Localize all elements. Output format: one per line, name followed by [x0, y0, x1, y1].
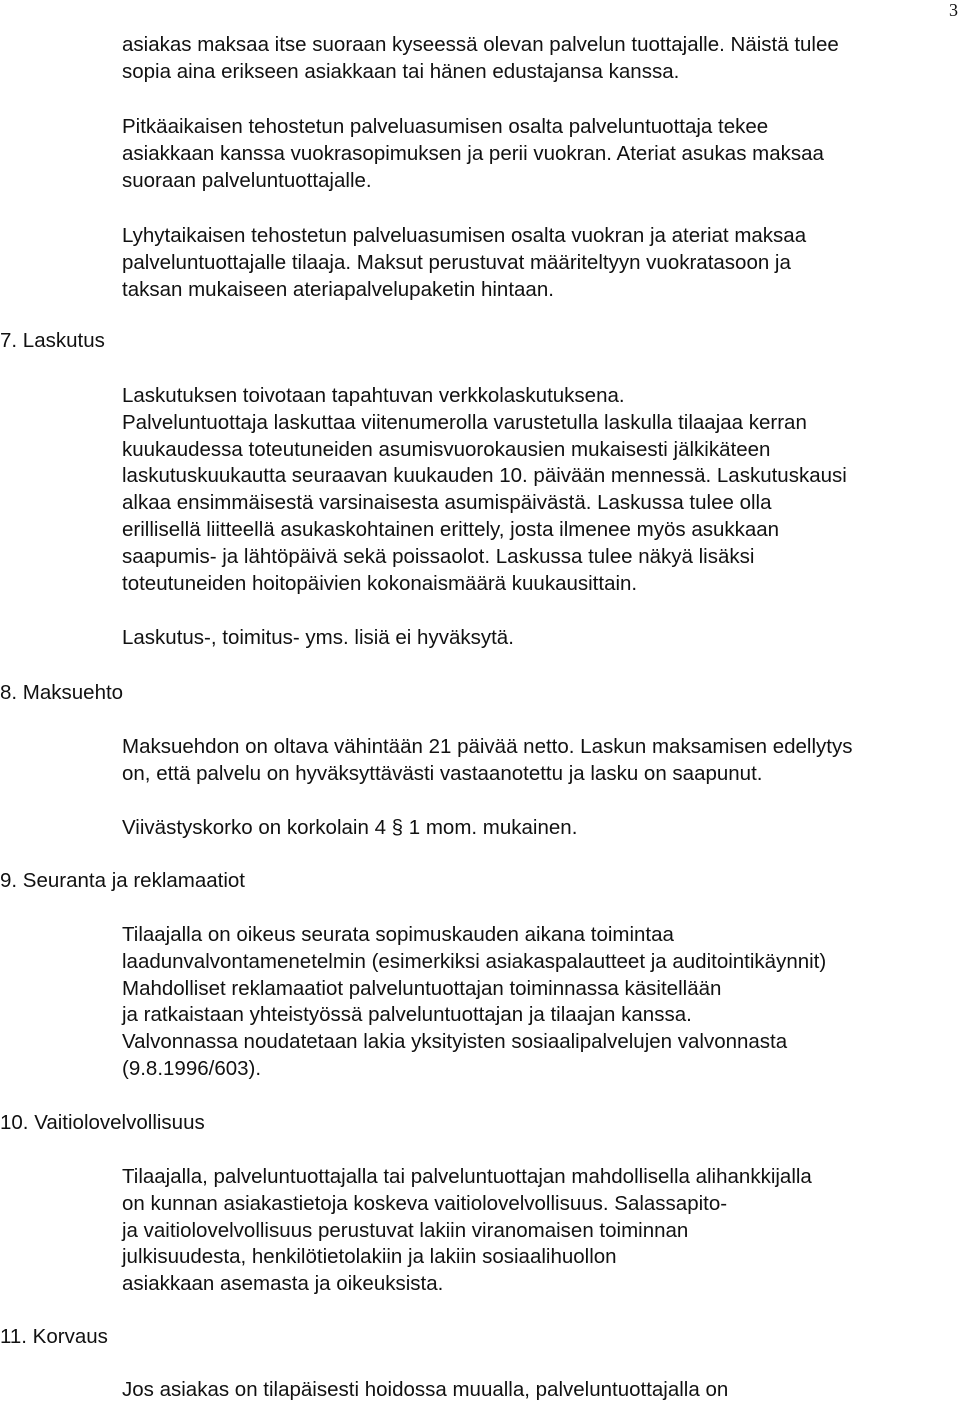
text-line: erillisellä liitteellä asukaskohtainen erittely, josta ilmenee myös asukkaan — [122, 517, 780, 541]
text-line: palveluntuottajalle tilaaja. Maksut perustuvat määriteltyyn vuokratasoon ja — [122, 250, 791, 274]
paragraph-laskutus-2 — [122, 625, 514, 652]
text-line: asiakkaan asemasta ja oikeuksista. — [122, 1272, 444, 1296]
paragraph-vaitiolovelvollisuus-1 — [122, 1164, 812, 1298]
text-line: suoraan palveluntuottajalle. — [122, 168, 372, 192]
text-line: Palveluntuottaja laskuttaa viitenumerolla varustetulla laskulla tilaajaa kerran — [122, 410, 807, 434]
paragraph-intro-3 — [122, 223, 806, 303]
section-heading-korvaus: 11. Korvaus — [0, 1325, 108, 1348]
text-line: (9.8.1996/603). — [122, 1056, 262, 1080]
paragraph-seuranta-1 — [122, 922, 826, 1083]
text-line: asiakas maksaa itse suoraan kyseessä olevan palvelun tuottajalle. Näistä tulee — [122, 33, 839, 56]
text-line: on kunnan asiakastietoja koskeva vaitiolovelvollisuus. Salassapito- — [122, 1191, 728, 1215]
text-line: on, että palvelu on hyväksyttävästi vastaanotettu ja lasku on saapunut. — [122, 761, 763, 785]
paragraph-korvaus-1 — [122, 1377, 728, 1404]
text-line: Tilaajalla on oikeus seurata sopimuskauden aikana toimintaa — [122, 923, 674, 946]
text-line: Lyhytaikaisen tehostetun palveluasumisen osalta vuokran ja ateriat maksaa — [122, 224, 807, 247]
text-line: laadunvalvontamenetelmin (esimerkiksi asiakaspalautteet ja auditointikäynnit) — [122, 949, 827, 973]
paragraph-intro-2 — [122, 114, 824, 194]
text-line: Tilaajalla, palveluntuottajalla tai palveluntuottajan mahdollisella alihankkijalla — [122, 1165, 812, 1188]
text-line: asiakkaan kanssa vuokrasopimuksen ja perii vuokran. Ateriat asukas maksaa — [122, 141, 824, 165]
paragraph-maksuehto-2 — [122, 815, 577, 842]
section-heading-seuranta: 9. Seuranta ja reklamaatiot — [0, 869, 245, 892]
section-heading-vaitiolovelvollisuus: 10. Vaitiolovelvollisuus — [0, 1111, 205, 1134]
text-line: ja ratkaistaan yhteistyössä palveluntuottajan ja tilaajan kanssa. — [122, 1003, 692, 1027]
text-line: sopia aina erikseen asiakkaan tai hänen edustajansa kanssa. — [122, 59, 680, 83]
text-line: Maksuehdon on oltava vähintään 21 päivää netto. Laskun maksamisen edellytys — [122, 735, 853, 758]
text-line: Viivästyskorko on korkolain 4 § 1 mom. mukainen. — [122, 816, 578, 839]
text-line: alkaa ensimmäisestä varsinaisesta asumispäivästä. Laskussa tulee olla — [122, 491, 772, 515]
text-line: taksan mukaiseen ateriapalvelupaketin hintaan. — [122, 277, 554, 301]
text-line: Pitkäaikaisen tehostetun palveluasumisen osalta palveluntuottaja tekee — [122, 115, 769, 138]
text-line: Mahdolliset reklamaatiot palveluntuottajan toiminnassa käsitellään — [122, 976, 722, 1000]
paragraph-laskutus-1 — [122, 383, 847, 597]
text-line: Valvonnassa noudatetaan lakia yksityisten sosiaalipalvelujen valvonnasta — [122, 1030, 788, 1054]
page-number: 3 — [949, 0, 958, 20]
text-line: laskutuskuukautta seuraavan kuukauden 10. päivään mennessä. Laskutuskausi — [122, 464, 847, 488]
text-line: kuukaudessa toteutuneiden asumisvuorokausien mukaisesti jälkikäteen — [122, 437, 771, 461]
text-line: saapumis- ja lähtöpäivä sekä poissaolot. Laskussa tulee näkyä lisäksi — [122, 544, 755, 568]
text-line: Laskutuksen toivotaan tapahtuvan verkkolaskutuksena. — [122, 384, 625, 407]
section-heading-maksuehto: 8. Maksuehto — [0, 681, 124, 704]
paragraph-intro-1 — [122, 32, 839, 86]
text-line: julkisuudesta, henkilötietolakiin ja lakiin sosiaalihuollon — [122, 1245, 617, 1269]
text-line: toteutuneiden hoitopäivien kokonaismäärä kuukausittain. — [122, 571, 638, 595]
section-heading-laskutus: 7. Laskutus — [0, 329, 105, 352]
text-line: Laskutus-, toimitus- yms. lisiä ei hyväksytä. — [122, 626, 514, 649]
text-line: ja vaitiolovelvollisuus perustuvat lakiin viranomaisen toiminnan — [122, 1218, 689, 1242]
text-line: Jos asiakas on tilapäisesti hoidossa muualla, palveluntuottajalla on — [122, 1378, 729, 1401]
paragraph-maksuehto-1 — [122, 734, 852, 788]
